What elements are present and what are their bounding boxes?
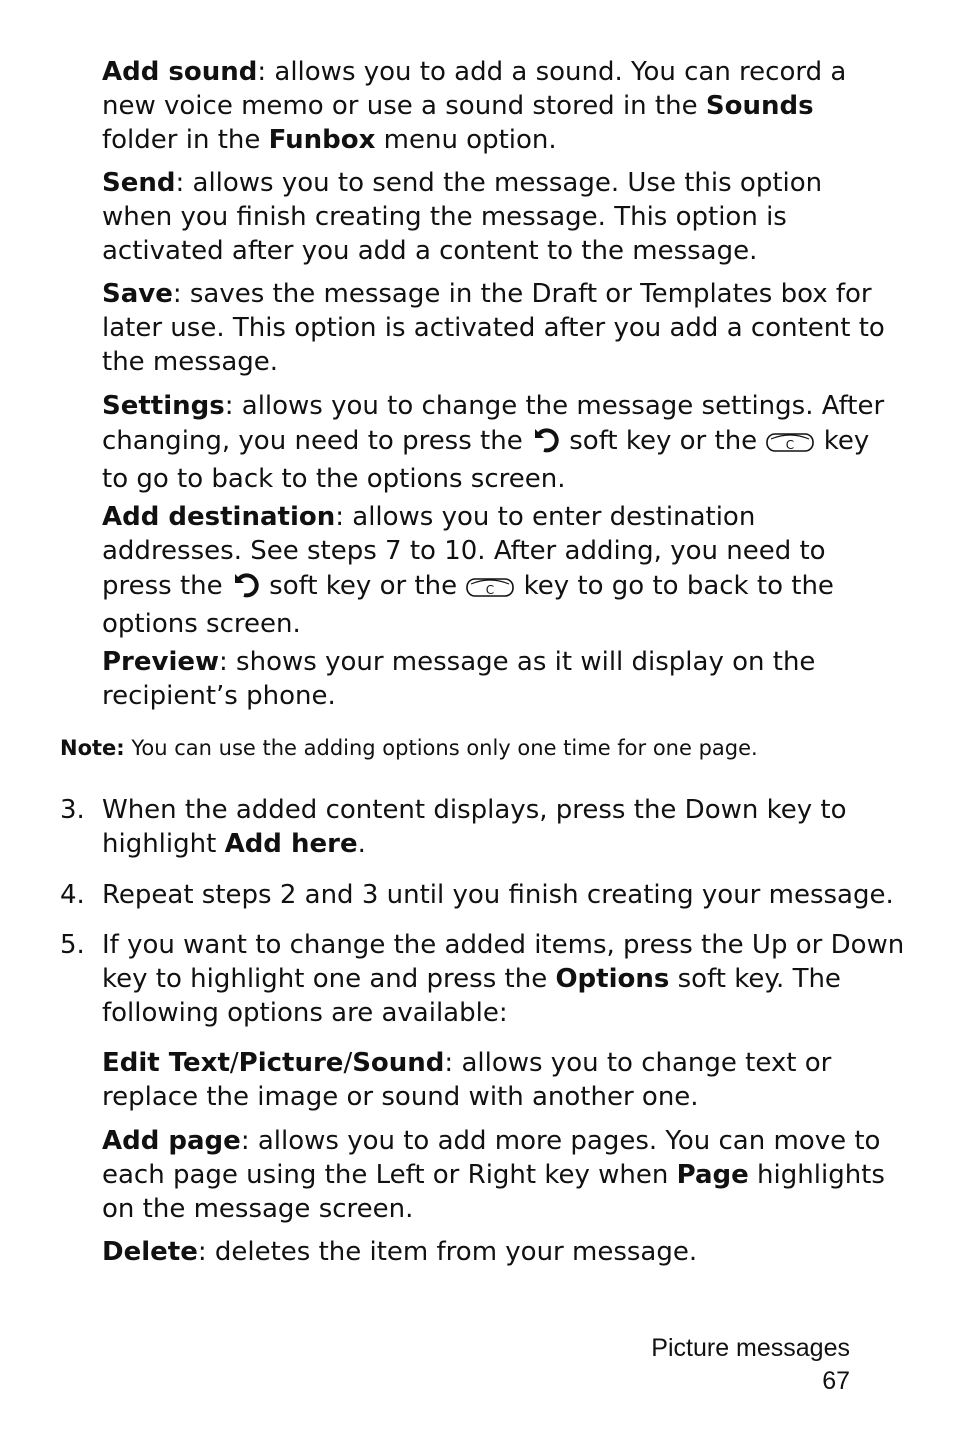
option-save: Save: saves the message in the Draft or Templates box for later use. This option is activated after you add a content to the message.: [102, 279, 885, 377]
step-4: 4. Repeat steps 2 and 3 until you finish creating your message.: [60, 880, 894, 910]
step-5: 5. If you want to change the added items, press the Up or Down key to highlight one and press the Options soft key. The following options are available:: [60, 930, 905, 1028]
footer-section-title: Picture messages: [651, 1334, 850, 1362]
page-number: 67: [822, 1367, 850, 1395]
option-edit: Edit Text/Picture/Sound: allows you to change text or replace the image or sound with another one.: [102, 1048, 832, 1112]
c-key-icon: [465, 573, 515, 607]
option-settings: Settings: allows you to change the message settings. After changing, you need to press the soft key or the C key to go to back to the options screen.: [102, 391, 885, 494]
option-add-destination: Add destination: allows you to enter destination addresses. See steps 7 to 10. After adding, you need to press the soft key or the C key to go to back to the options screen.: [102, 502, 834, 639]
option-send: Send: allows you to send the message. Use this option when you finish creating the message. This option is activated after you add a content to the message.: [102, 168, 823, 266]
back-arrow-icon: [231, 568, 261, 607]
option-delete: Delete: deletes the item from your message.: [102, 1237, 698, 1267]
option-add-sound: Add sound: allows you to add a sound. You can record a new voice memo or use a sound stored in the Sounds folder in the Funbox menu option.: [102, 57, 847, 155]
note: Note: You can use the adding options only one time for one page.: [60, 736, 758, 760]
c-key-letter: C: [786, 438, 795, 452]
back-arrow-icon: [531, 423, 561, 462]
option-preview: Preview: shows your message as it will display on the recipient’s phone.: [102, 647, 816, 711]
step-3: 3. When the added content displays, press the Down key to highlight Add here.: [60, 795, 847, 859]
c-key-letter: C: [486, 583, 495, 597]
option-add-page: Add page: allows you to add more pages. You can move to each page using the Left or Right key when Page highlights on the message screen.: [102, 1126, 885, 1224]
c-key-icon: [765, 428, 815, 462]
